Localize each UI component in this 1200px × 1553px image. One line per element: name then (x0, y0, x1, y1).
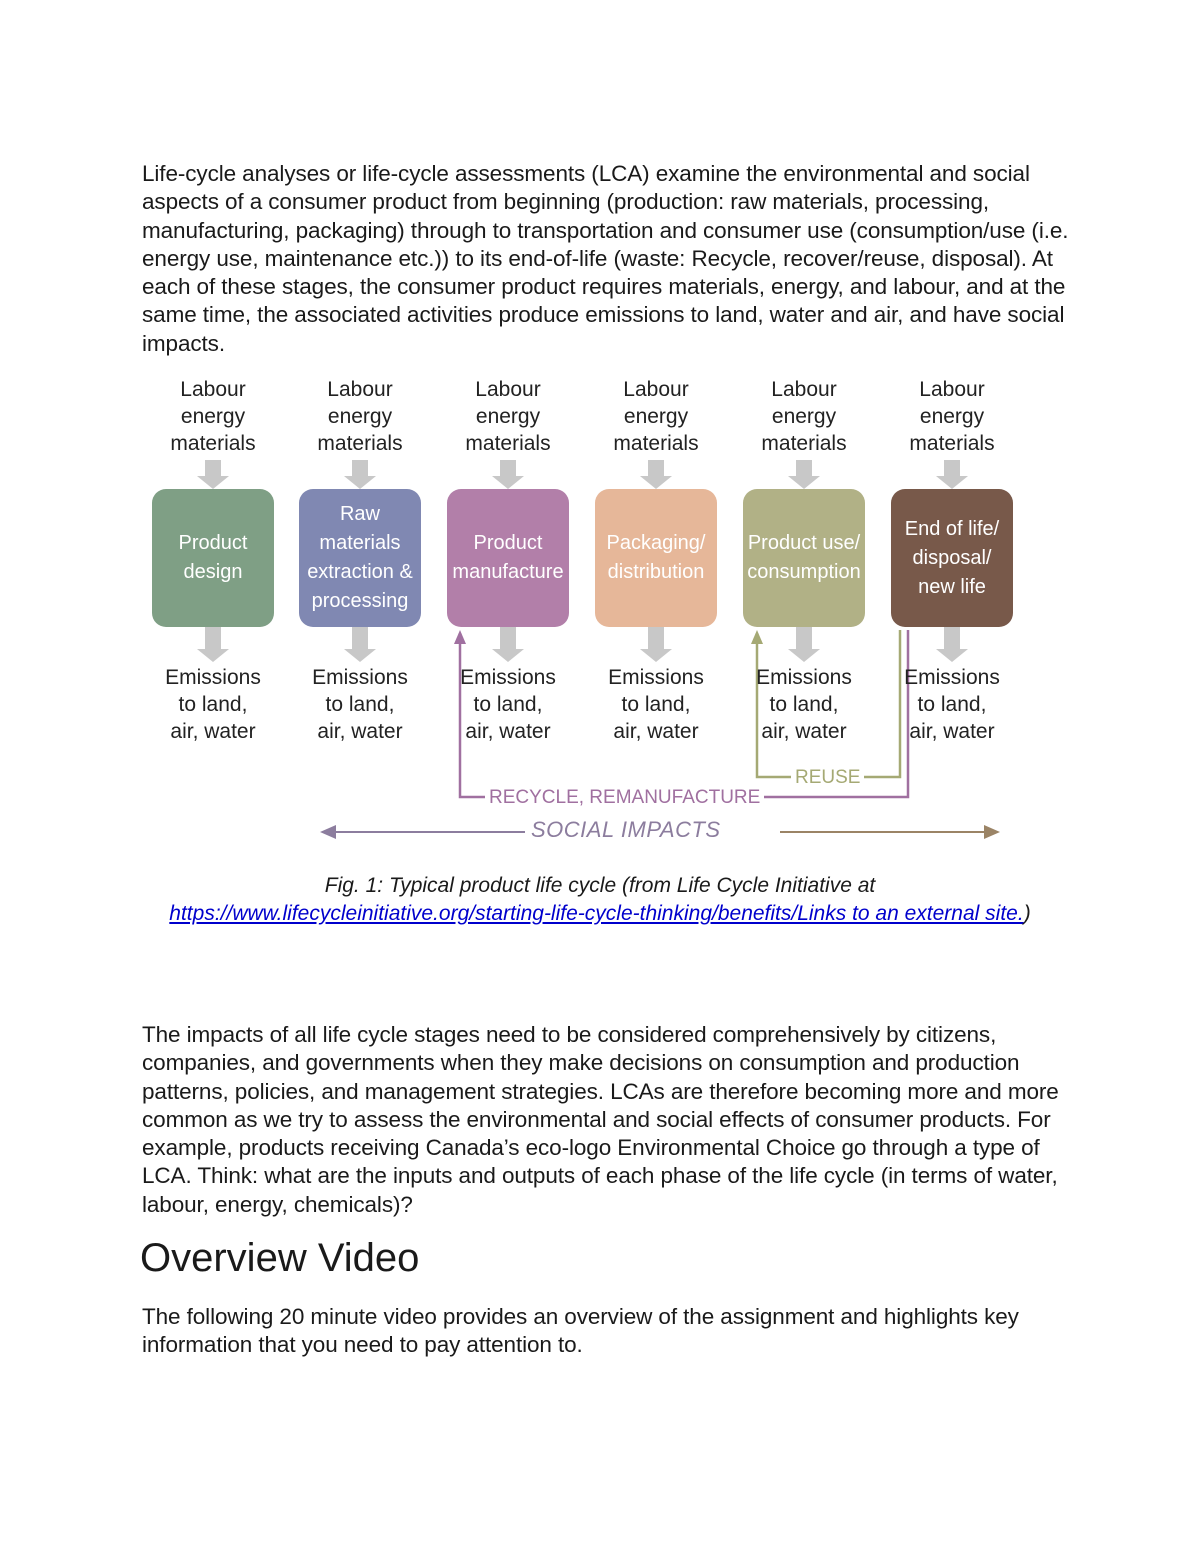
stage-emissions-line: Emissions (608, 666, 704, 689)
stage-emissions-line: Emissions (756, 666, 852, 689)
stage-inputs-line: energy (327, 405, 393, 428)
stage-box (447, 489, 569, 627)
stage-emissions-line: to land, (621, 693, 691, 716)
emission-arrow (352, 627, 368, 650)
stage-emissions-line: to land, (178, 693, 248, 716)
section-heading: Overview Video (140, 1236, 420, 1280)
stage-box-label-line: new life (918, 575, 986, 598)
stage-inputs-line: energy (919, 405, 985, 428)
input-arrowhead (936, 476, 968, 489)
caption-text: Fig. 1: Typical product life cycle (from Life Cycle Initiative at (324, 874, 876, 897)
stage-inputs-line: materials (761, 432, 847, 455)
stage-box-label-line: Product (178, 532, 248, 554)
stage-emissions-line: air, water (465, 720, 551, 743)
stage-box-label-line: Product use/ (747, 532, 861, 554)
stage-inputs (887, 376, 1017, 457)
stage-emissions-line: Emissions (165, 666, 261, 689)
emission-arrow (500, 627, 516, 650)
emission-arrow (944, 627, 960, 650)
stage-box-label-line: processing (311, 590, 409, 612)
stage-inputs-line: Labour (180, 378, 246, 401)
caption-suffix: ) (1023, 902, 1031, 925)
stage-box-label-line: extraction & (307, 561, 413, 583)
caption-link[interactable]: https://www.lifecycleinitiative.org/starting-life-cycle-thinking/benefits/Links to an external site. (169, 902, 1024, 925)
input-arrowhead (197, 476, 229, 489)
stage-emissions-line: air, water (613, 720, 699, 743)
stage-box (743, 489, 865, 627)
stage-emissions-line: Emissions (904, 666, 1000, 689)
stage-box-label-line: materials (319, 532, 401, 554)
social-impacts-arrow-left (320, 825, 336, 839)
stage-inputs-line: Labour (623, 378, 689, 401)
emission-arrow (205, 627, 221, 650)
stage-inputs-line: Labour (771, 378, 837, 401)
emission-arrowhead (197, 649, 229, 662)
stage-inputs-line: Labour (475, 378, 541, 401)
stage-emissions-line: to land, (769, 693, 839, 716)
reuse-arrowhead (751, 630, 763, 644)
figure-caption (140, 872, 1060, 928)
input-arrowhead (492, 476, 524, 489)
stage-box-label (452, 529, 563, 587)
stage-box-label-line: Packaging/ (606, 532, 706, 554)
emission-arrow (648, 627, 664, 650)
emission-arrow (796, 627, 812, 650)
stage-emissions-line: air, water (317, 720, 403, 743)
stage-inputs-line: materials (909, 432, 995, 455)
input-arrowhead (640, 476, 672, 489)
stage-box-label (747, 529, 860, 587)
emission-arrowhead (788, 649, 820, 662)
input-arrow (205, 460, 221, 477)
stage-emissions-line: to land, (473, 693, 543, 716)
stage-box (891, 489, 1013, 627)
stage-inputs-line: materials (170, 432, 256, 455)
stage-emissions (443, 664, 573, 745)
input-arrow (648, 460, 664, 477)
stage-box-label-line: disposal/ (912, 546, 992, 569)
stage-emissions-line: Emissions (312, 666, 408, 689)
input-arrowhead (344, 476, 376, 489)
stage-box-label-line: design (183, 561, 243, 583)
stage-emissions-line: to land, (325, 693, 395, 716)
stage-emissions-line: to land, (917, 693, 987, 716)
stage-emissions (591, 664, 721, 745)
stage-inputs-line: energy (180, 405, 246, 428)
stage-inputs-line: energy (623, 405, 689, 428)
stage-inputs-line: materials (317, 432, 403, 455)
stage-inputs (295, 376, 425, 457)
video-paragraph: The following 20 minute video provides an overview of the assignment and highlights key information that you need to pay attention to. (142, 1304, 1019, 1358)
input-arrow (352, 460, 368, 477)
stage-box-label-line: End of life/ (904, 517, 1000, 540)
social-impacts-label: SOCIAL IMPACTS (525, 817, 727, 843)
stage-emissions (739, 664, 869, 745)
intro-paragraph: Life-cycle analyses or life-cycle assessments (LCA) examine the environmental and social aspects of a consumer product from beginning (production: raw materials, processing, manufacturing, packaging) through to transportation and consumer use (consumption/use (i.e. energy use, maintenance etc.)) to its end-of-life (waste: Recycle, recover/reuse, disposal). At each of these stages, the consumer product requires materials, energy, and labour, and at the same time, the associated activities produce emissions to land, water and air, and have social impacts. (142, 161, 1069, 356)
input-arrowhead (788, 476, 820, 489)
stage-box (595, 489, 717, 627)
recycle-arrowhead (454, 630, 466, 644)
stage-inputs-line: materials (613, 432, 699, 455)
input-arrow (944, 460, 960, 477)
stage-emissions-line: air, water (761, 720, 847, 743)
emission-arrowhead (492, 649, 524, 662)
stage-emissions-line: air, water (170, 720, 256, 743)
emission-arrowhead (936, 649, 968, 662)
stage-emissions-line: air, water (909, 720, 995, 743)
stage-inputs (591, 376, 721, 457)
life-cycle-figure (140, 372, 1040, 852)
stage-emissions-line: Emissions (460, 666, 556, 689)
stage-inputs-line: materials (465, 432, 551, 455)
reuse-label: REUSE (791, 767, 864, 789)
stage-inputs-line: energy (771, 405, 837, 428)
stage-inputs-line: Labour (919, 378, 985, 401)
stage-emissions (295, 664, 425, 745)
emission-arrowhead (344, 649, 376, 662)
emission-arrowhead (640, 649, 672, 662)
stage-box-label-line: Product (473, 532, 543, 554)
stage-inputs (443, 376, 573, 457)
stage-box-label-line: manufacture (452, 561, 564, 583)
body-paragraph: The impacts of all life cycle stages need to be considered comprehensively by citizens, companies, and governments when they make decisions on consumption and production patterns, policies, and management strategies. LCAs are therefore becoming more and more common as we try to assess the environmental and social effects of consumer products. For example, products receiving Canada’s eco-logo Environmental Choice go through a type of LCA. Think: what are the inputs and outputs of each phase of the life cycle (in terms of water, labour, energy, chemicals)? (142, 1022, 1059, 1217)
stage-inputs-line: Labour (327, 378, 393, 401)
stage-inputs-line: energy (475, 405, 541, 428)
stage-emissions (887, 664, 1017, 745)
stage-emissions (148, 664, 278, 745)
stage-box-label-line: Raw (339, 503, 380, 525)
stage-box-label-line: distribution (607, 561, 705, 583)
social-impacts-arrow-right (984, 825, 1000, 839)
input-arrow (796, 460, 812, 477)
stage-box-label (179, 529, 248, 587)
stage-box-label-line: consumption (747, 561, 861, 583)
recycle-label: RECYCLE, REMANUFACTURE (485, 787, 764, 809)
stage-box (152, 489, 274, 627)
stage-box-label (607, 529, 706, 587)
input-arrow (500, 460, 516, 477)
stage-inputs (148, 376, 278, 457)
stage-box-label (905, 515, 1000, 602)
stage-box-label (307, 500, 413, 616)
stage-box (299, 489, 421, 627)
stage-inputs (739, 376, 869, 457)
